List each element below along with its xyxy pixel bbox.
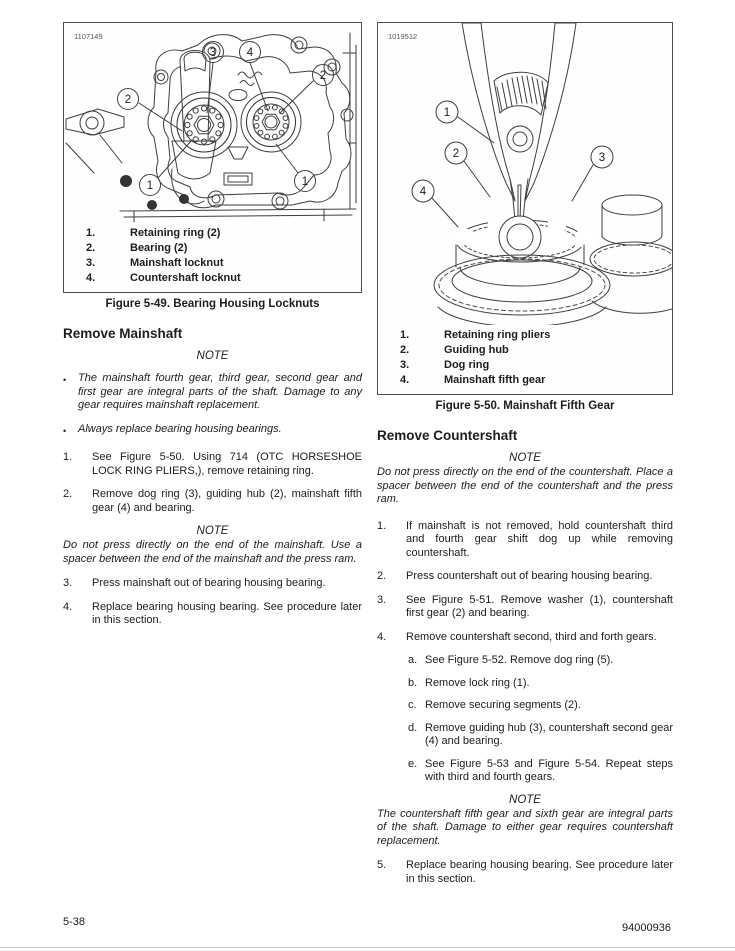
bullet-marker: • xyxy=(63,425,67,436)
substep-item xyxy=(408,699,673,713)
callout-label: 2 xyxy=(452,148,460,160)
step-item xyxy=(63,601,362,628)
leader-line xyxy=(432,198,458,227)
section-heading-remove-countershaft: Remove Countershaft xyxy=(377,428,518,443)
legend-row xyxy=(64,241,361,256)
substep-item xyxy=(408,758,673,785)
legend-number: 1. xyxy=(400,329,410,341)
callout-label: 4 xyxy=(246,47,254,59)
substep-letter: a. xyxy=(408,654,418,666)
legend-number: 2. xyxy=(400,344,410,356)
substep-letter: c. xyxy=(408,699,417,711)
bullet-text: The mainshaft fourth gear, third gear, second gear and first gear are integral parts of the shaft. Damage to any gear requires mainshaft replacement. xyxy=(78,372,362,411)
figure-5-50-drawing xyxy=(378,23,672,325)
figure-5-49 xyxy=(63,22,362,293)
legend-text: Dog ring xyxy=(444,359,490,371)
legend-text: Mainshaft locknut xyxy=(130,257,224,269)
figure-5-50-legend xyxy=(378,325,672,394)
left-column xyxy=(63,22,362,638)
callout-label: 3 xyxy=(209,47,217,59)
footer-doc-number: 94000936 xyxy=(622,922,671,934)
callout-label: 1 xyxy=(301,176,309,188)
legend-row xyxy=(378,343,672,358)
legend-text: Bearing (2) xyxy=(130,242,188,254)
legend-text: Countershaft locknut xyxy=(130,272,241,284)
note-label: NOTE xyxy=(196,525,229,537)
step-item xyxy=(377,570,673,584)
countershaft-substep-list xyxy=(408,654,673,785)
substep-text: Remove securing segments (2). xyxy=(425,699,581,711)
figure-5-49-caption: Figure 5-49. Bearing Housing Locknuts xyxy=(105,298,320,310)
step-number: 2. xyxy=(63,488,73,500)
footer-page-number: 5-38 xyxy=(63,916,86,928)
note-label: NOTE xyxy=(509,452,541,464)
legend-row xyxy=(64,256,361,271)
callout-4 xyxy=(412,180,434,202)
callout-2-left xyxy=(118,89,139,110)
callout-label: 1 xyxy=(443,107,451,119)
photo-id: 1019512 xyxy=(388,32,418,41)
legend-row xyxy=(378,373,672,388)
substep-text: Remove guiding hub (3), countershaft second gear (4) and bearing. xyxy=(425,721,673,747)
callout-label: 1 xyxy=(146,180,154,192)
substep-letter: e. xyxy=(408,757,418,770)
figure-5-50-caption: Figure 5-50. Mainshaft Fifth Gear xyxy=(435,400,615,412)
step-text: Press countershaft out of bearing housing bearing. xyxy=(406,570,653,582)
note-bullet-list xyxy=(63,372,362,438)
page-bottom-rule xyxy=(0,947,735,948)
bullet-marker: • xyxy=(63,375,67,385)
figure-5-50 xyxy=(377,22,673,395)
leader-line xyxy=(464,161,490,197)
substep-letter: d. xyxy=(408,721,418,734)
legend-number: 1. xyxy=(86,227,96,239)
mainshaft-step-list-continued xyxy=(63,577,362,628)
step-text: See Figure 5-50. Using 714 (OTC HORSESHOE LOCK RING PLIERS,), remove retaining ring. xyxy=(92,451,362,477)
step-text: Remove dog ring (3), guiding hub (2), mainshaft fifth gear (4) and bearing. xyxy=(92,488,362,514)
step-text: Replace bearing housing bearing. See procedure later in this section. xyxy=(406,859,673,885)
note-label: NOTE xyxy=(196,350,229,362)
note-text: Do not press directly on the end of the countershaft. Place a spacer between the end of the countershaft and the press ram. xyxy=(377,466,673,505)
step-number: 5. xyxy=(377,859,387,871)
legend-text: Retaining ring (2) xyxy=(130,227,221,239)
step-text: See Figure 5-51. Remove washer (1), countershaft first gear (2) and bearing. xyxy=(406,593,673,619)
bullet-item xyxy=(63,372,362,413)
callout-1-left xyxy=(140,175,161,196)
section-heading-remove-mainshaft: Remove Mainshaft xyxy=(63,326,183,341)
step-text: Remove countershaft second, third and forth gears. xyxy=(406,630,657,643)
step-item xyxy=(377,594,673,621)
step-item xyxy=(377,859,673,886)
note-label: NOTE xyxy=(509,793,541,806)
housing-arm xyxy=(66,109,124,135)
retaining-ring-pliers xyxy=(462,23,576,231)
step-text: Replace bearing housing bearing. See procedure later in this section. xyxy=(92,600,362,626)
legend-number: 4. xyxy=(400,374,410,386)
bullet-text: Always replace bearing housing bearings. xyxy=(78,422,282,435)
bullet-item xyxy=(63,423,362,439)
legend-row xyxy=(378,358,672,373)
step-number: 1. xyxy=(377,519,387,532)
legend-row xyxy=(64,271,361,286)
guiding-hub-assembly xyxy=(452,216,596,286)
step-text: If mainshaft is not removed, hold countershaft third and fourth gear shift dog up while removing countershaft. xyxy=(406,519,673,559)
callout-label: 2 xyxy=(124,94,132,106)
legend-text: Mainshaft fifth gear xyxy=(444,374,546,386)
step-number: 1. xyxy=(63,451,73,463)
legend-row xyxy=(64,226,361,241)
leader-line xyxy=(572,165,593,201)
countershaft-step-list xyxy=(377,520,673,785)
figure-5-49-legend xyxy=(64,223,361,292)
legend-number: 4. xyxy=(86,272,96,284)
note-text: The countershaft fifth gear and sixth gear are integral parts of the shaft. Damage to either gear requires countershaft replacement. xyxy=(377,807,673,847)
step-number: 3. xyxy=(377,593,387,606)
step-number: 2. xyxy=(377,570,387,582)
substep-text: Remove lock ring (1). xyxy=(425,676,530,689)
callout-label: 4 xyxy=(419,186,427,198)
background-gears xyxy=(590,195,672,313)
step-item xyxy=(63,488,362,515)
substep-text: See Figure 5-52. Remove dog ring (5). xyxy=(425,654,614,666)
substep-letter: b. xyxy=(408,676,418,689)
step-number: 4. xyxy=(63,600,73,613)
right-column xyxy=(377,22,673,896)
photo-id: 1107149 xyxy=(74,32,103,41)
callout-2 xyxy=(445,142,467,164)
step-item xyxy=(377,520,673,561)
substep-text: See Figure 5-53 and Figure 5-54. Repeat steps with third and fourth gears. xyxy=(425,757,673,783)
step-item xyxy=(63,577,362,591)
step-item xyxy=(63,451,362,478)
step-number: 4. xyxy=(377,630,387,643)
callout-3 xyxy=(591,146,613,168)
note-text: Do not press directly on the end of the mainshaft. Use a spacer between the end of the mainshaft and the press ram. xyxy=(63,539,362,565)
callout-label: 2 xyxy=(319,70,327,82)
legend-number: 3. xyxy=(86,257,96,269)
legend-text: Retaining ring pliers xyxy=(444,329,551,341)
countershaft-step-list-continued xyxy=(377,859,673,886)
legend-text: Guiding hub xyxy=(444,344,509,356)
mainshaft-fifth-gear xyxy=(434,255,610,325)
callout-1 xyxy=(436,101,458,123)
substep-item xyxy=(408,654,673,668)
substep-item xyxy=(408,722,673,749)
step-number: 3. xyxy=(63,577,73,589)
legend-number: 3. xyxy=(400,359,410,371)
legend-row xyxy=(378,328,672,343)
figure-5-49-drawing xyxy=(64,23,361,223)
step-item xyxy=(377,631,673,645)
mainshaft-step-list xyxy=(63,451,362,515)
legend-number: 2. xyxy=(86,242,96,254)
callout-label: 3 xyxy=(598,152,606,164)
step-text: Press mainshaft out of bearing housing bearing. xyxy=(92,577,326,589)
substep-item xyxy=(408,677,673,691)
